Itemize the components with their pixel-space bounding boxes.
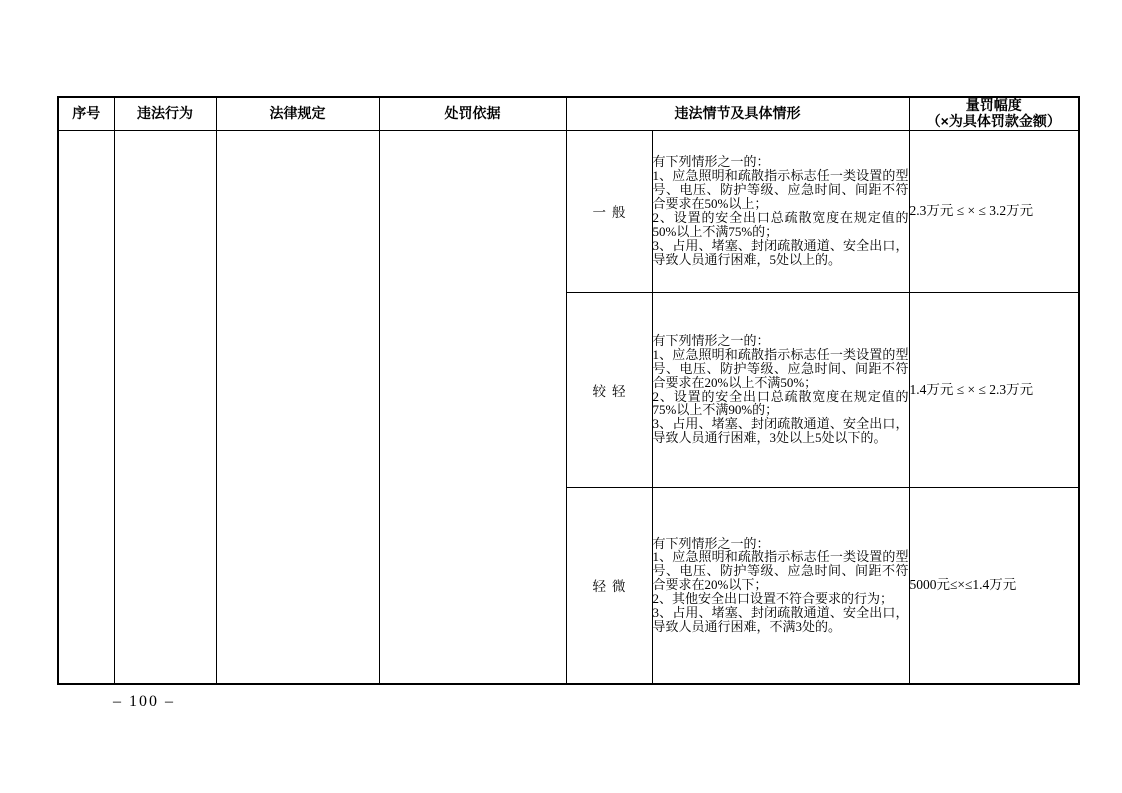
header-legal-provision: 法律规定 xyxy=(216,97,379,130)
detail-line: 3、占用、堵塞、封闭疏散通道、安全出口，导致人员通行困难，不满3处的。 xyxy=(652,605,909,635)
detail-line: 有下列情形之一的： xyxy=(652,535,770,551)
severity-label-general: 一般 xyxy=(566,130,652,292)
severity-label-lighter: 较轻 xyxy=(566,292,652,487)
cell-serial-number-empty xyxy=(58,130,114,684)
penalty-discretion-table xyxy=(57,96,1080,685)
detail-line: 2、设置的安全出口总疏散宽度在规定值的75%以上不满90%的； xyxy=(652,388,909,418)
penalty-range-general: 2.3万元 ≤ × ≤ 3.2万元 xyxy=(909,130,1079,292)
penalty-range-lighter: 1.4万元 ≤ × ≤ 2.3万元 xyxy=(909,292,1079,487)
detail-line: 有下列情形之一的： xyxy=(652,154,770,170)
detail-line: 3、占用、堵塞、封闭疏散通道、安全出口，导致人员通行困难，3处以上5处以下的。 xyxy=(652,416,909,446)
page-number: – 100 – xyxy=(113,693,175,710)
detail-line: 有下列情形之一的： xyxy=(652,332,770,348)
detail-line: 1、应急照明和疏散指示标志任一类设置的型号、电压、防护等级、应急时间、间距不符合要求在20%以下； xyxy=(652,549,909,593)
circumstance-details-minor xyxy=(652,487,909,684)
table-header-row xyxy=(58,97,1079,130)
header-circumstances: 违法情节及具体情形 xyxy=(566,97,909,130)
header-punishment-basis: 处罚依据 xyxy=(379,97,566,130)
cell-illegal-behavior-empty xyxy=(114,130,216,684)
detail-line: 3、占用、堵塞、封闭疏散通道、安全出口，导致人员通行困难，5处以上的。 xyxy=(652,237,909,267)
severity-label-minor: 轻微 xyxy=(566,487,652,684)
cell-punishment-basis-empty xyxy=(379,130,566,684)
detail-line: 2、其他安全出口设置不符合要求的行为； xyxy=(652,591,894,607)
circumstance-details-general xyxy=(652,130,909,292)
header-illegal-behavior: 违法行为 xyxy=(114,97,216,130)
header-penalty-range xyxy=(909,97,1079,130)
header-penalty-range-line2: （×为具体罚款金额） xyxy=(926,112,1061,129)
detail-line: 2、设置的安全出口总疏散宽度在规定值的50%以上不满75%的； xyxy=(652,210,909,239)
header-penalty-range-line1: 量罚幅度 xyxy=(965,97,1022,114)
detail-line: 1、应急照明和疏散指示标志任一类设置的型号、电压、防护等级、应急时间、间距不符合要求在20%以上不满50%； xyxy=(652,346,909,390)
table-row-general xyxy=(58,130,1079,292)
header-serial-number: 序号 xyxy=(58,97,114,130)
cell-legal-provision-empty xyxy=(216,130,379,684)
penalty-range-minor: 5000元≤×≤1.4万元 xyxy=(909,487,1079,684)
detail-line: 1、应急照明和疏散指示标志任一类设置的型号、电压、防护等级、应急时间、间距不符合要求在50%以上； xyxy=(652,168,909,212)
circumstance-details-lighter xyxy=(652,292,909,487)
